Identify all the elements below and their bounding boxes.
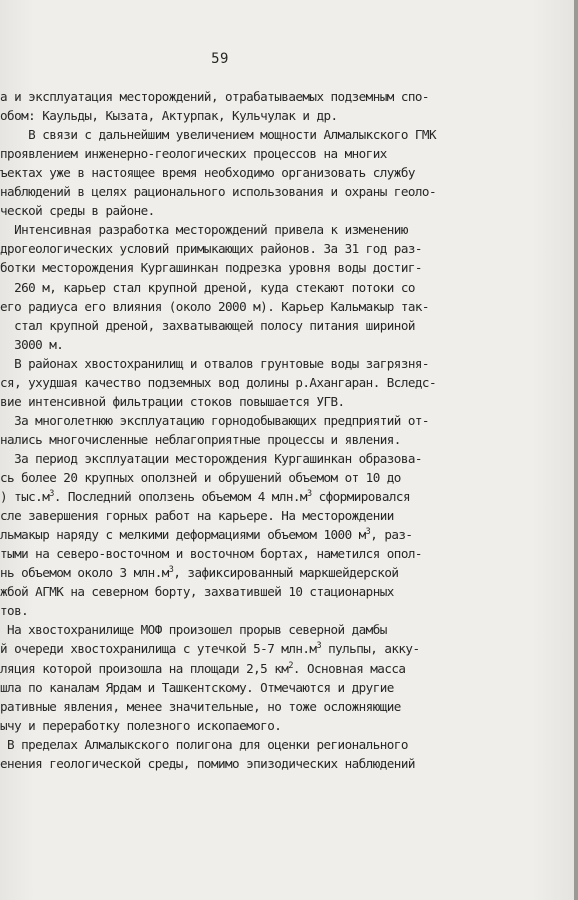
text-line: 260 м, карьер стал крупной дреной, куда стекают потоки со (0, 280, 415, 295)
page-edge-shadow (574, 0, 578, 900)
text-line: шла по каналам Ярдам и Ташкентскому. Отмечаются и другие (0, 680, 394, 695)
text-line: дрогеологических условий примыкающих районов. За 31 год раз- (0, 241, 422, 256)
text-line: вие интенсивной фильтрации стоков повышается УГВ. (0, 394, 345, 409)
text-line: обом: Каульды, Кызата, Актурпак, Кульчулак и др. (0, 108, 338, 123)
text-line: нались многочисленные неблагоприятные процессы и явления. (0, 432, 401, 447)
text-line: сь более 20 крупных оползней и обрушений объемом от 10 до (0, 470, 401, 485)
text-line: наблюдений в целях рационального использования и охраны геоло- (0, 184, 436, 199)
text-line: На хвостохранилище МОФ произошел прорыв северной дамбы (0, 622, 387, 637)
text-line: ческой среды в районе. (0, 203, 155, 218)
text-line: жбой АГМК на северном борту, захватившей 10 стационарных (0, 584, 394, 599)
text-line: Интенсивная разработка месторождений привела к изменению (0, 222, 408, 237)
text-line: 3000 м. (0, 337, 64, 352)
text-line: а и эксплуатация месторождений, отрабатываемых подземным спо- (0, 89, 429, 104)
page-number: 59 (211, 51, 229, 67)
text-line: В районах хвостохранилищ и отвалов грунтовые воды загрязня- (0, 356, 429, 371)
text-line: В пределах Алмалыкского полигона для оценки регионального (0, 737, 408, 752)
text-line: тыми на северо-восточном и восточном бортах, наметился опол- (0, 546, 422, 561)
text-line: нь объемом около 3 $млн.м^3$, зафиксированный маркшейдерской (0, 565, 399, 580)
text-line: льмакыр наряду с мелкими деформациями объемом 1000 $м^3$, раз- (0, 527, 413, 542)
text-line: ративные явления, менее значительные, но тоже осложняющие (0, 699, 401, 714)
text-line: За многолетнюю эксплуатацию горнодобывающих предприятий от- (0, 413, 429, 428)
text-line: ботки месторождения Кургашинкан подрезка уровня воды достиг- (0, 260, 422, 275)
text-line: ся, ухудшая качество подземных вод долины р.Ахангаран. Вследс- (0, 375, 436, 390)
text-line: енения геологической среды, помимо эпизодических наблюдений (0, 756, 415, 771)
text-line: сле завершения горных работ на карьере. На месторождении (0, 508, 394, 523)
text-line: ляция которой произошла на площади 2,5 $км^2$. Основная масса (0, 661, 406, 676)
text-line: тов. (0, 603, 29, 618)
text-line: й очереди хвостохранилища с утечкой 5-7 $млн.м^3$ пульпы, акку- (0, 641, 420, 656)
text-line: ъектах уже в настоящее время необходимо организовать службу (0, 165, 415, 180)
text-line: За период эксплуатации месторождения Кургашинкан образова- (0, 451, 422, 466)
text-line: ) $тыс.м^3$. Последний оползень объемом 4 $млн.м^3$ сформировался (0, 489, 410, 504)
text-line: его радиуса его влияния (около 2000 м). Карьер Кальмакыр так- (0, 299, 429, 314)
text-line: ычу и переработку полезного ископаемого. (0, 718, 282, 733)
text-line: В связи с дальнейшим увеличением мощности Алмалыкского ГМК (0, 127, 436, 142)
text-line: проявлением инженерно-геологических процессов на многих (0, 146, 387, 161)
text-line: стал крупной дреной, захватывающей полосу питания шириной (0, 318, 415, 333)
